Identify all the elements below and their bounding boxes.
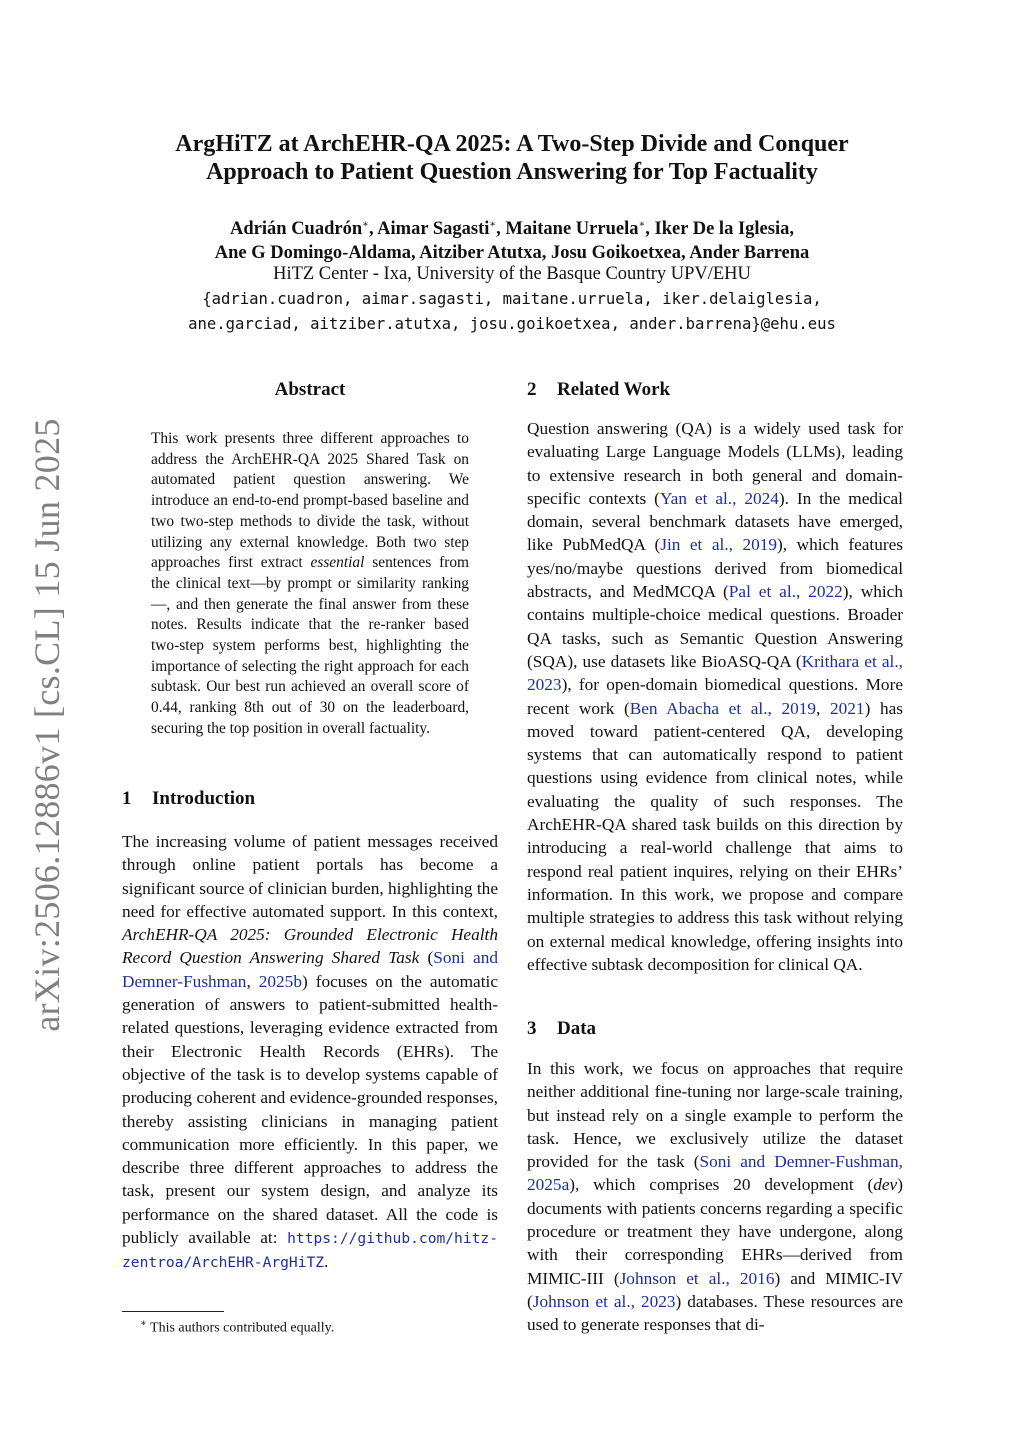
author-name: Aimar Sagasti: [377, 219, 490, 240]
citation-link[interactable]: Krithara et al., 2023: [527, 651, 903, 695]
body-text: ), which features yes/no/maybe questions derived from biomedical abstracts, and MedMCQA (: [527, 535, 904, 602]
emails-line-1: {adrian.cuadron, aimar.sagasti, maitane.urruela, iker.delaiglesia,: [202, 290, 822, 308]
introduction-body: [122, 830, 498, 1275]
paper-title: [100, 130, 924, 186]
equal-contribution-mark: ∗: [489, 219, 497, 230]
citation-link[interactable]: Soni and Demner-Fushman, 2025a: [527, 1152, 903, 1195]
body-text: ) databases. These resources are used to generate responses that di-: [527, 1291, 903, 1335]
section-title: Data: [557, 1018, 597, 1039]
citation-link[interactable]: Pal et al., 2022: [728, 582, 843, 602]
abstract-text: This work presents three different approaches to address the ArchEHR-QA 2025 Shared Task on automated patient question answering. We introduce an end-to-end prompt-based baseline and two two-step methods to divide the task, without utilizing any external knowledge. Both two step approaches first extract: [151, 430, 469, 572]
body-text: The increasing volume of patient messages received through online patient portals has become a significant source of clinician burden, highlighting the need for effective automated support. In this context,: [122, 832, 498, 921]
author-name: Maitane Urruela: [505, 219, 639, 240]
body-text: (: [419, 948, 434, 968]
citation-link[interactable]: Soni and Demner-Fushman: [122, 948, 499, 991]
equal-contribution-mark: ∗: [362, 219, 369, 230]
related-work-body: [527, 417, 903, 976]
citation-link[interactable]: Johnson et al., 2023: [532, 1291, 676, 1311]
author-emails: [100, 287, 924, 337]
author-name: Adrián Cuadrón: [230, 219, 363, 240]
related-work-heading: [527, 378, 670, 402]
author-list: [100, 213, 924, 265]
citation-link[interactable]: 2025b: [258, 971, 302, 991]
footnote-text: This authors contributed equally.: [150, 1320, 335, 1336]
authors-line-1: [100, 213, 924, 241]
body-emphasis: dev: [873, 1175, 898, 1195]
authors-line-2: Ane G Domingo-Aldama, Aitziber Atutxa, Josu Goikoetxea, Ander Barrena: [214, 243, 810, 264]
footnote: [140, 1315, 334, 1338]
shared-task-title: ArchEHR-QA 2025: Grounded Electronic Health Record Question Answering Shared Task: [122, 925, 498, 968]
section-title: Introduction: [152, 788, 256, 809]
abstract-text: sentences from the clinical text—by prompt or similarity ranking—, and then generate the final answer from these notes. Results indicate that the re-ranker based two-step system performs best, highlighting the importance of selecting the right approach for each subtask. Our best run achieved an overall score of 0.44, ranking 8th out of 30 on the leaderboard, securing the top position in overall factuality.: [151, 554, 470, 737]
body-text: ) documents with patients concerns regarding a specific procedure or treatment they have undergone, along with their corresponding EHRs—derived from MIMIC-III (: [527, 1175, 903, 1288]
author-separator: ,: [645, 219, 655, 240]
body-text: ) has moved toward patient-centered QA, developing systems that can automatically respond to patient questions using evidence from clinical notes, while evaluating the quality of such responses. The ArchEHR-QA shared task builds on this direction by introducing a real-world challenge that aims to respond real patient inquires, relying on their EHRs’ information. In this work, we propose and compare multiple strategies to address this task without relying on external medical knowledge, offering insights into effective subtask decomposition for clinical QA.: [527, 698, 903, 974]
abstract-heading: Abstract: [274, 379, 346, 400]
abstract-body: [151, 429, 469, 740]
footnote-rule: [122, 1311, 224, 1312]
body-text: Question answering (QA) is a widely used task for evaluating Large Language Models (LLMs), leading to extensive research in both general and domain-specific contexts (: [527, 419, 903, 508]
citation-link[interactable]: Jin et al., 2019: [660, 535, 778, 555]
footnote-mark: ∗: [140, 1318, 147, 1329]
arxiv-identifier[interactable]: arXiv:2506.12886v1 [cs.CL] 15 Jun 2025: [27, 418, 67, 1032]
author-separator: ,: [789, 219, 794, 240]
author-separator: ,: [496, 219, 506, 240]
body-text: ), for open-domain biomedical questions. More recent work (: [527, 675, 903, 718]
body-text: ,: [816, 698, 830, 718]
body-text: ), which comprises 20 development (: [569, 1175, 874, 1195]
code-repository-link[interactable]: https://github.com/hitz-zentroa/ArchEHR-ArgHiTZ: [122, 1230, 498, 1272]
body-text: ). In the medical domain, several benchmark datasets have emerged, like PubMedQA (: [527, 488, 903, 555]
citation-link[interactable]: Yan et al., 2024: [659, 488, 779, 508]
title-line-2: Approach to Patient Question Answering for Top Factuality: [206, 159, 818, 185]
title-line-1: ArgHiTZ at ArchEHR-QA 2025: A Two-Step Divide and Conquer: [175, 131, 849, 157]
author-separator: ,: [368, 219, 378, 240]
body-text: ,: [246, 971, 259, 991]
body-text: In this work, we focus on approaches that require neither additional fine-tuning nor large-scale training, but instead rely on a single example to perform the task. Hence, we exclusively utilize the dataset provided for the task (: [527, 1059, 903, 1172]
body-text: ) focuses on the automatic generation of answers to patient-submitted health-related questions, leveraging evidence extracted from their Electronic Health Records (EHRs). The objective of the task is to develop systems capable of producing coherent and evidence-grounded responses, thereby assisting clinicians in managing patient communication more efficiently. In this paper, we describe three different approaches to address the task, present our system design, and analyze its performance on the shared dataset. All the code is publicly available at:: [122, 971, 498, 1248]
affiliation: HiTZ Center - Ixa, University of the Basque Country UPV/EHU: [273, 264, 751, 284]
data-heading: [527, 1017, 596, 1041]
citation-link[interactable]: Ben Abacha et al., 2019: [629, 698, 817, 718]
citation-link[interactable]: Johnson et al., 2016: [619, 1268, 775, 1288]
citation-link[interactable]: 2021: [830, 698, 865, 718]
abstract-emphasis: essential: [310, 554, 365, 572]
section-number: 2: [527, 379, 537, 400]
section-title: Related Work: [557, 379, 671, 400]
body-text: ), which contains multiple-choice medical questions. Broader QA tasks, such as Semantic Question Answering (SQA), use datasets like BioASQ-QA (: [527, 582, 903, 671]
emails-line-2: ane.garciad, aitziber.atutxa, josu.goikoetxea, ander.barrena}@ehu.eus: [188, 315, 836, 333]
section-number: 3: [527, 1018, 537, 1039]
author-name: Iker De la Iglesia: [654, 219, 790, 240]
data-body: [527, 1057, 903, 1337]
body-text: .: [324, 1252, 329, 1272]
section-number: 1: [122, 788, 132, 809]
equal-contribution-mark: ∗: [638, 219, 646, 230]
introduction-heading: [122, 787, 255, 811]
body-text: ) and MIMIC-IV (: [527, 1268, 903, 1311]
